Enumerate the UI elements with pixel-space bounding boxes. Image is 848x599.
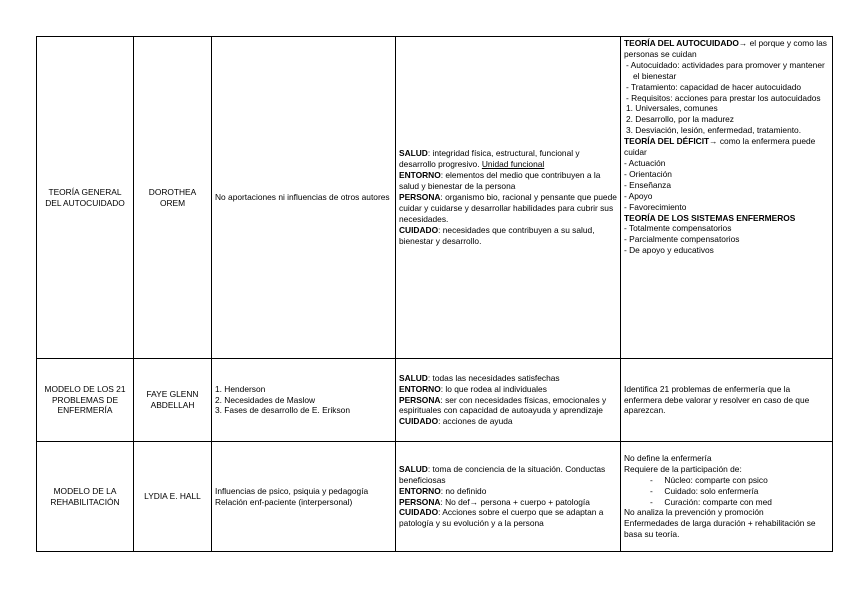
concepts-cell [396,37,621,359]
influences-cell [212,442,396,552]
influence-item: No aportaciones ni influencias de otros autores [215,192,390,203]
author-name: DOROTHEA OREM [148,186,197,208]
list-item: - Tratamiento: capacidad de hacer autocuidado [626,81,802,92]
concept-salud: SALUD: integridad física, estructural, funcional y desarrollo progresivo. Unidad funcional [399,148,580,170]
concept-persona: PERSONA: organismo bio, racional y pensante que puede cuidar y cuidarse y desarrollar habilidades para cubrir sus necesidades. [399,192,617,224]
list-item: - Parcialmente compensatorios [624,234,740,245]
concept-entorno: ENTORNO: no definido [399,485,487,496]
autocuidado-heading: TEORÍA DEL AUTOCUIDADO→ el porque y como las personas se cuidan [624,38,827,59]
concept-persona: PERSONA: No def→ persona + cuerpo + patología [399,496,590,507]
author-cell [134,359,212,442]
theory-cell [37,37,134,359]
notes-cell [621,359,833,442]
author-name: FAYE GLENN ABDELLAH [146,389,199,410]
notes-line: No define la enfermería [624,452,712,463]
notes-line: No analiza la prevención y promoción [624,507,764,518]
concept-persona: PERSONA: ser con necesidades físicas, emocionales y espirituales con capacidad de autoayuda y aprendizaje [399,394,607,416]
notes-line: Enfermedades de larga duración + rehabilitación se basa su teoría. [624,518,816,540]
influence-item: Influencias de psico, psiquia y pedagogía [215,485,369,496]
list-item: - Enseñanza [624,179,672,190]
influence-item: 2. Necesidades de Maslow [215,394,316,405]
influence-item: Relación enf-paciente (interpersonal) [215,496,353,507]
influence-item: 3. Fases de desarrollo de E. Erikson [215,405,350,416]
table-row [37,442,833,552]
list-item: - Curación: comparte con med [650,496,772,507]
theory-name: MODELO DE LA REHABILITACIÓN [50,485,120,507]
concept-cuidado: CUIDADO: necesidades que contribuyen a su salud, bienestar y desarrollo. [399,224,595,246]
author-cell [134,37,212,359]
concept-cuidado: CUIDADO: acciones de ayuda [399,416,513,427]
list-item: - Actuación [624,157,666,168]
concept-salud: SALUD: todas las necesidades satisfechas [399,372,560,383]
table-row [37,37,833,359]
list-item: 1. Universales, comunes [626,103,718,114]
concept-cuidado: CUIDADO: Acciones sobre el cuerpo que se adaptan a patología y su evolución y a la persona [399,507,604,529]
notes-text: Identifica 21 problemas de enfermería que la enfermera debe valorar y resolver en caso de que aparezcan. [624,383,810,416]
concept-entorno: ENTORNO: elementos del medio que contribuyen a la salud y bienestar de la persona [399,170,601,192]
influences-cell [212,37,396,359]
author-name: LYDIA E. HALL [144,491,201,502]
influence-item: 1. Henderson [215,383,266,394]
list-item: - Orientación [624,168,672,179]
list-item: - Requisitos: acciones para prestar los autocuidados [626,92,821,103]
theory-cell [37,442,134,552]
list-item: - Cuidado: solo enfermería [650,485,759,496]
notes-cell [621,442,833,552]
notes-line: Requiere de la participación de: [624,463,742,474]
theories-table [36,36,833,552]
list-item: 3. Desviación, lesión, enfermedad, tratamiento. [626,125,802,136]
deficit-heading: TEORÍA DEL DÉFICIT→ como la enfermera puede cuidar [624,136,816,158]
notes-cell [621,37,833,359]
influences-cell [212,359,396,442]
list-item: - Totalmente compensatorios [624,223,732,234]
concepts-cell [396,359,621,442]
theory-name: MODELO DE LOS 21 PROBLEMAS DE ENFERMERÍA [44,383,126,416]
sistemas-heading: TEORÍA DE LOS SISTEMAS ENFERMEROS [624,212,796,223]
list-item: - Autocuidado: actividades para promover y mantener el bienestar [626,59,825,81]
list-item: 2. Desarrollo, por la madurez [626,114,734,125]
list-item: - Núcleo: comparte con psico [650,474,768,485]
author-cell [134,442,212,552]
list-item: - De apoyo y educativos [624,245,714,256]
theory-cell [37,359,134,442]
concepts-cell [396,442,621,552]
theory-name: TEORÍA GENERAL DEL AUTOCUIDADO [45,186,125,208]
list-item: - Apoyo [624,190,653,201]
table-row [37,359,833,442]
concept-entorno: ENTORNO: lo que rodea al individuales [399,383,547,394]
concept-salud: SALUD: toma de conciencia de la situación. Conductas beneficiosas [399,463,606,485]
list-item: - Favorecimiento [624,201,687,212]
